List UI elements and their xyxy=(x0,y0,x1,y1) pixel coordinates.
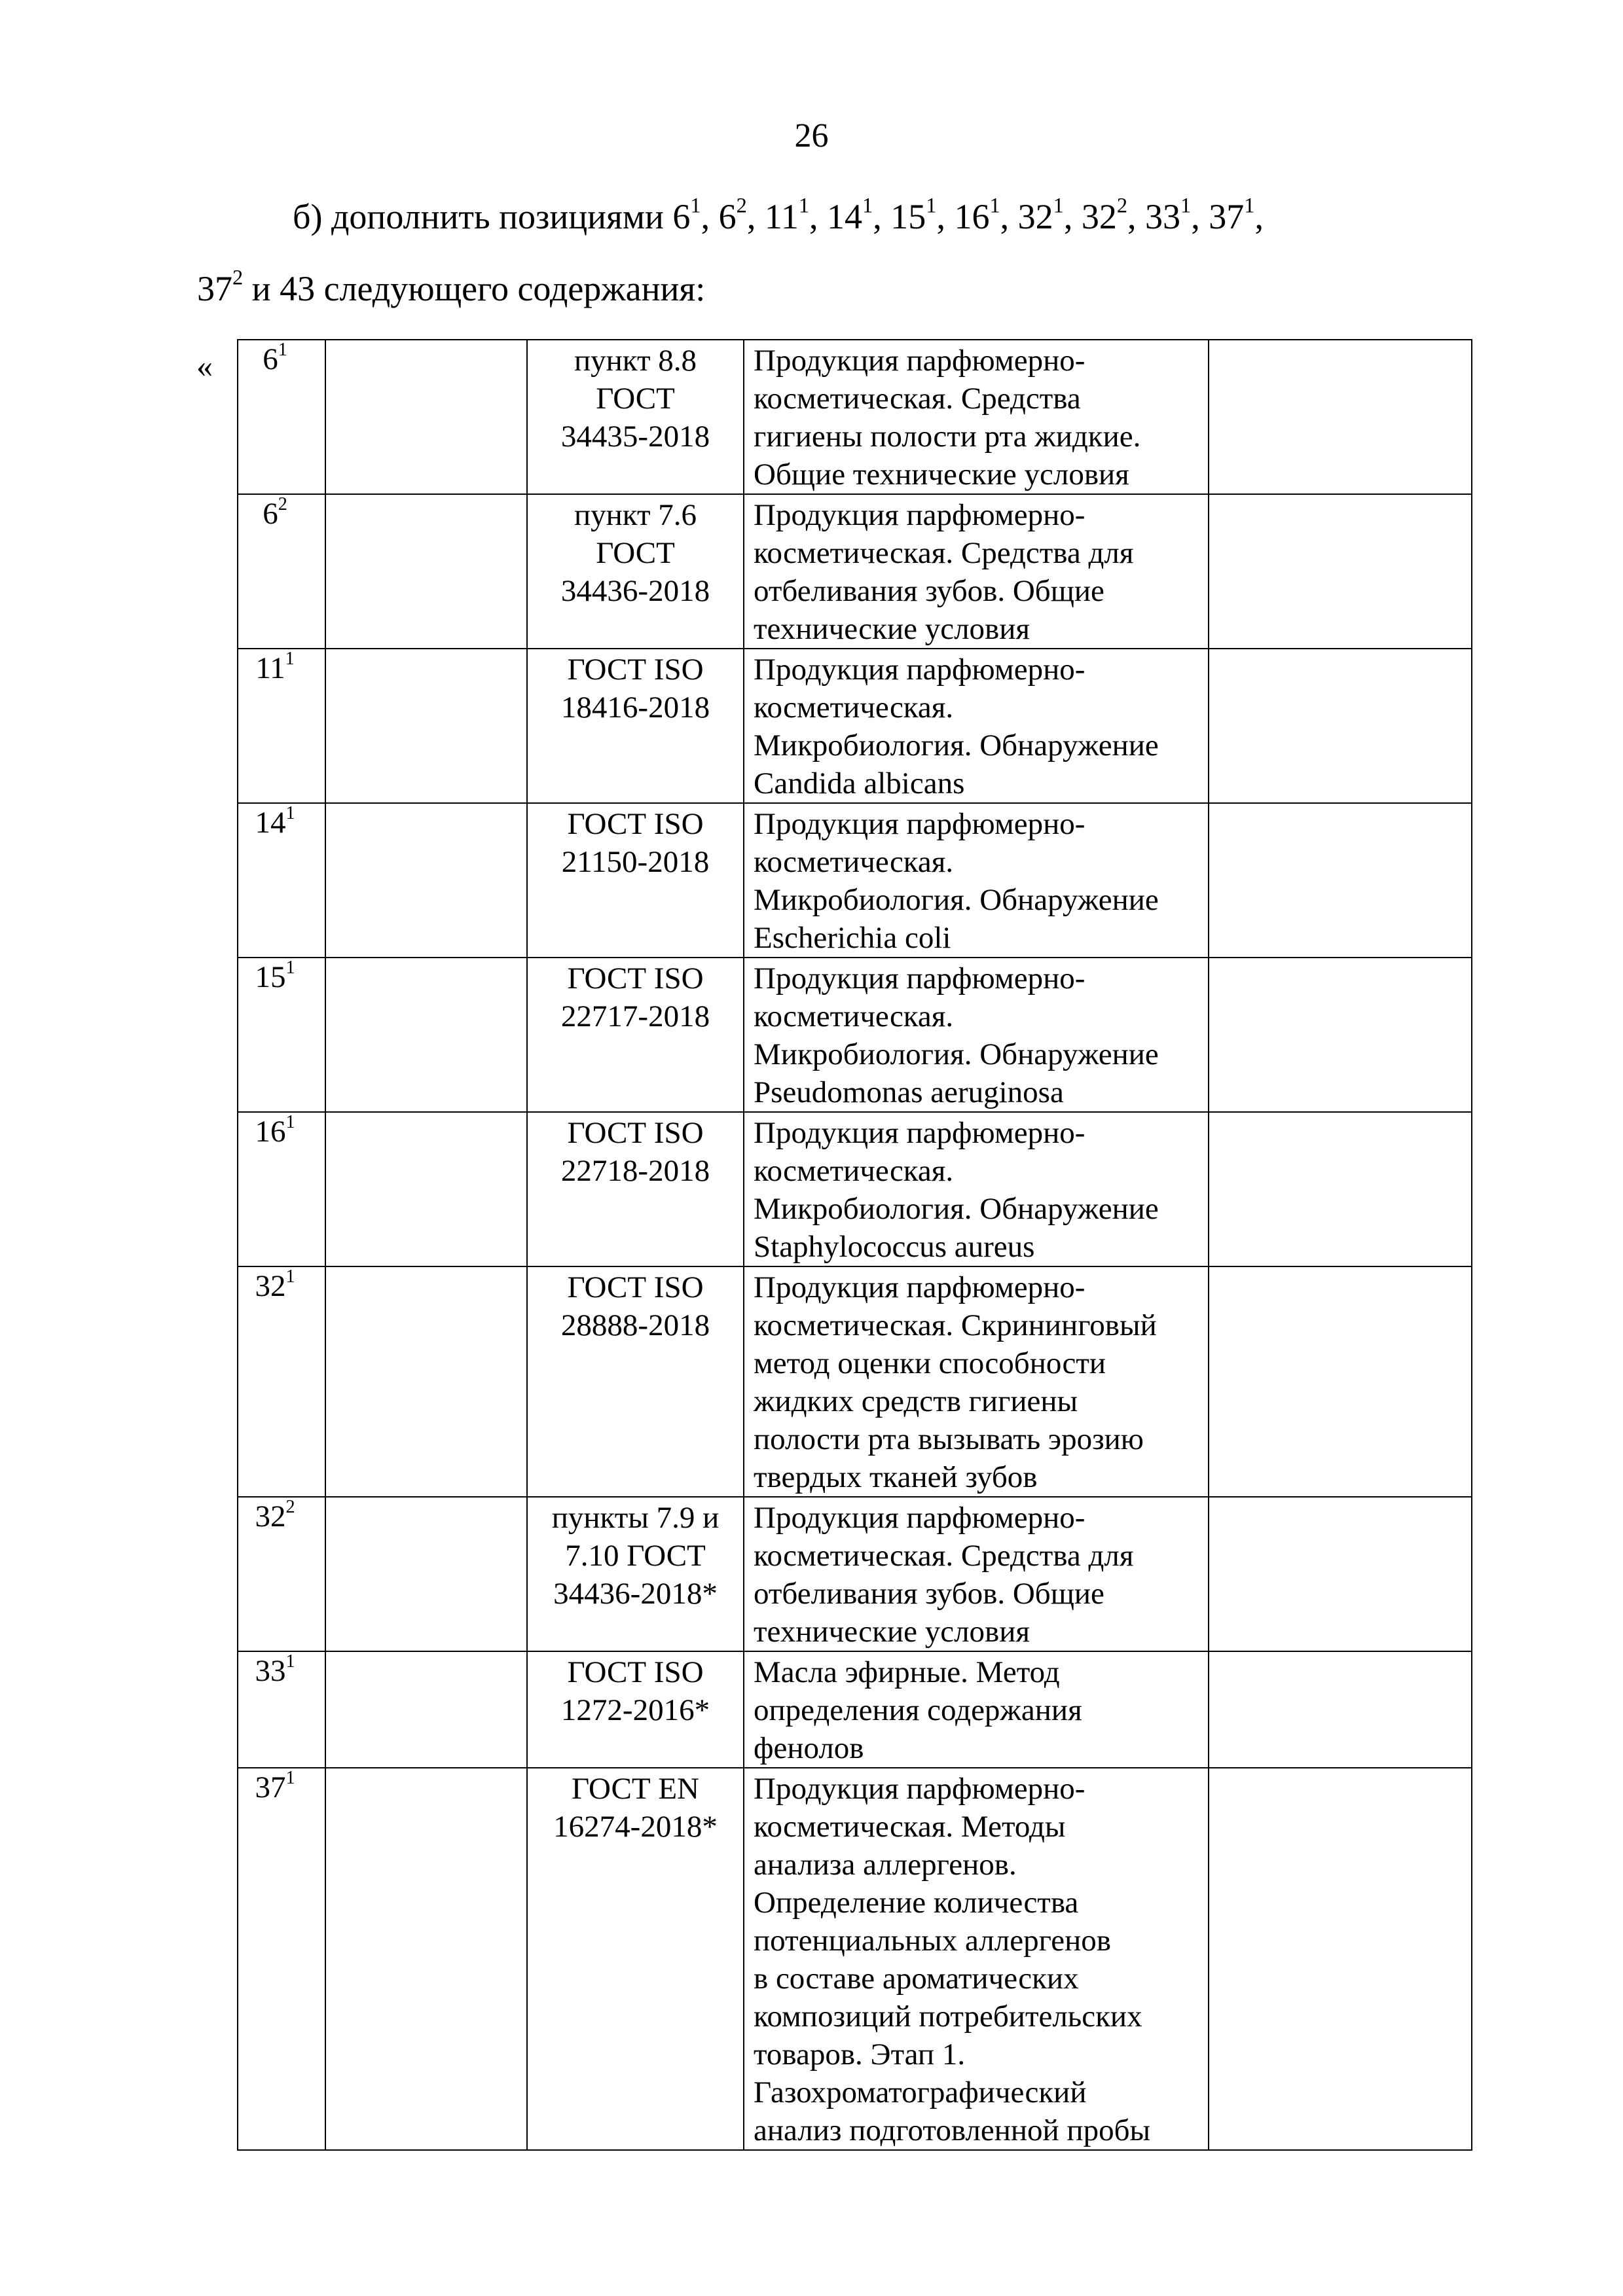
title-line: Продукция парфюмерно- xyxy=(754,1116,1085,1150)
position-number: 33 xyxy=(1145,197,1181,236)
title-cell xyxy=(744,1266,1209,1497)
empty-cell xyxy=(325,649,527,803)
title-line: Масла эфирные. Метод xyxy=(754,1655,1060,1689)
empty-cell xyxy=(1209,1651,1472,1768)
position-superscript: 1 xyxy=(285,1767,295,1788)
table-row xyxy=(238,494,1472,649)
position-number: 6 xyxy=(718,197,737,236)
position-number: 6 xyxy=(263,497,278,531)
title-cell xyxy=(744,1651,1209,1768)
position-cell xyxy=(238,1112,325,1266)
standard-line: ГОСТ ISO xyxy=(567,653,704,687)
empty-cell xyxy=(1209,649,1472,803)
position-cell xyxy=(238,1768,325,2150)
title-line: Общие технические условия xyxy=(754,457,1129,492)
title-line: Продукция парфюмерно- xyxy=(754,1772,1085,1806)
position-number: 32 xyxy=(255,1269,286,1303)
title-line: косметическая. Скрининговый xyxy=(754,1308,1157,1342)
position-number: 11 xyxy=(764,197,799,236)
title-line: Продукция парфюмерно- xyxy=(754,653,1085,687)
empty-cell xyxy=(325,1768,527,2150)
title-line: фенолов xyxy=(754,1731,864,1765)
position-superscript: 1 xyxy=(285,648,295,669)
position-number: 37 xyxy=(197,269,232,308)
empty-cell xyxy=(1209,1266,1472,1497)
title-line: Микробиология. Обнаружение xyxy=(754,883,1159,917)
standard-line: 22718-2018 xyxy=(560,1154,710,1188)
position-superscript: 1 xyxy=(1180,194,1192,218)
position-superscript: 1 xyxy=(798,194,810,218)
title-line: полости рта вызывать эрозию xyxy=(754,1422,1144,1456)
empty-cell xyxy=(325,1497,527,1651)
empty-cell xyxy=(325,1112,527,1266)
standard-line: ГОСТ ISO xyxy=(567,1655,704,1689)
empty-cell xyxy=(1209,340,1472,494)
standard-line: 34435-2018 xyxy=(560,420,710,454)
table-row xyxy=(238,1497,1472,1651)
intro-rest: и 43 следующего содержания: xyxy=(243,269,706,308)
standard-cell xyxy=(527,1266,744,1497)
empty-cell xyxy=(1209,1768,1472,2150)
position-cell xyxy=(238,649,325,803)
standard-cell xyxy=(527,494,744,649)
empty-cell xyxy=(325,1266,527,1497)
standard-line: 22717-2018 xyxy=(560,999,710,1033)
position-superscript: 1 xyxy=(285,1266,295,1287)
title-line: Продукция парфюмерно- xyxy=(754,1501,1085,1535)
standard-cell xyxy=(527,803,744,958)
standard-line: ГОСТ EN xyxy=(572,1772,699,1806)
title-cell xyxy=(744,494,1209,649)
position-number: 14 xyxy=(827,197,863,236)
position-cell xyxy=(238,958,325,1112)
standard-line: ГОСТ xyxy=(596,536,675,570)
position-superscript: 1 xyxy=(285,1651,295,1672)
position-superscript: 1 xyxy=(1244,194,1255,218)
position-cell xyxy=(238,494,325,649)
standard-line: ГОСТ xyxy=(596,382,675,416)
title-line: косметическая. xyxy=(754,691,954,725)
standard-line: ГОСТ ISO xyxy=(567,1270,704,1304)
title-line: косметическая. Средства xyxy=(754,382,1081,416)
table-row xyxy=(238,1768,1472,2150)
position-superscript: 2 xyxy=(736,194,747,218)
empty-cell xyxy=(325,494,527,649)
position-superscript: 1 xyxy=(926,194,937,218)
position-number: 37 xyxy=(255,1770,286,1804)
title-cell xyxy=(744,958,1209,1112)
standard-line: ГОСТ ISO xyxy=(567,961,704,996)
position-superscript: 1 xyxy=(278,339,287,360)
title-line: косметическая. Средства для xyxy=(754,536,1134,570)
standard-line: 34436-2018* xyxy=(553,1577,718,1611)
position-superscript: 2 xyxy=(278,493,287,514)
position-number: 16 xyxy=(255,1115,286,1149)
position-cell xyxy=(238,1497,325,1651)
position-cell xyxy=(238,803,325,958)
table-row xyxy=(238,1651,1472,1768)
title-cell xyxy=(744,1112,1209,1266)
position-superscript: 2 xyxy=(285,1496,295,1517)
title-line: Продукция парфюмерно- xyxy=(754,498,1085,532)
title-cell xyxy=(744,1497,1209,1651)
position-number: 32 xyxy=(255,1499,286,1534)
empty-cell xyxy=(1209,1497,1472,1651)
title-line: Продукция парфюмерно- xyxy=(754,344,1085,378)
intro-line-1 xyxy=(293,196,1264,237)
title-line: товаров. Этап 1. xyxy=(754,2037,966,2072)
standard-line: 1272-2016* xyxy=(560,1693,710,1727)
title-line: отбеливания зубов. Общие xyxy=(754,1577,1104,1611)
title-cell xyxy=(744,1768,1209,2150)
title-line: Escherichia coli xyxy=(754,921,951,955)
empty-cell xyxy=(325,958,527,1112)
standard-line: 18416-2018 xyxy=(560,691,710,725)
title-cell xyxy=(744,803,1209,958)
position-number: 6 xyxy=(672,197,691,236)
empty-cell xyxy=(325,340,527,494)
table-row xyxy=(238,340,1472,494)
position-number: 32 xyxy=(1017,197,1053,236)
title-line: определения содержания xyxy=(754,1693,1082,1727)
intro-prefix: б) дополнить позициями xyxy=(293,197,664,236)
position-superscript: 2 xyxy=(232,266,244,290)
title-line: твердых тканей зубов xyxy=(754,1460,1038,1494)
standard-cell xyxy=(527,1651,744,1768)
position-cell xyxy=(238,1651,325,1768)
title-line: метод оценки способности xyxy=(754,1346,1106,1380)
title-line: косметическая. xyxy=(754,845,954,879)
title-line: в составе ароматических xyxy=(754,1962,1079,1996)
position-number: 15 xyxy=(255,960,286,994)
table-row xyxy=(238,958,1472,1112)
position-superscript: 1 xyxy=(285,957,295,978)
standard-line: 21150-2018 xyxy=(561,845,710,879)
title-line: Микробиология. Обнаружение xyxy=(754,1037,1159,1071)
empty-cell xyxy=(325,1651,527,1768)
standard-line: пункт 7.6 xyxy=(574,498,697,532)
table-row xyxy=(238,803,1472,958)
title-line: композиций потребительских xyxy=(754,2000,1142,2034)
title-line: гигиены полости рта жидкие. xyxy=(754,420,1141,454)
title-line: Определение количества xyxy=(754,1886,1079,1920)
empty-cell xyxy=(1209,494,1472,649)
position-superscript: 1 xyxy=(862,194,873,218)
title-line: Продукция парфюмерно- xyxy=(754,807,1085,841)
position-superscript: 1 xyxy=(285,802,295,823)
title-line: Staphylococcus aureus xyxy=(754,1230,1035,1264)
standard-cell xyxy=(527,340,744,494)
title-line: косметическая. Методы xyxy=(754,1810,1066,1844)
position-number: 11 xyxy=(255,651,285,685)
position-number: 6 xyxy=(263,342,278,376)
title-line: Продукция парфюмерно- xyxy=(754,961,1085,996)
empty-cell xyxy=(1209,958,1472,1112)
position-number: 33 xyxy=(255,1654,286,1688)
page-number: 26 xyxy=(794,117,829,154)
title-line: технические условия xyxy=(754,1615,1030,1649)
standard-cell xyxy=(527,1112,744,1266)
title-line: анализа аллергенов. xyxy=(754,1848,1017,1882)
intro-line-2 xyxy=(197,268,705,309)
empty-cell xyxy=(1209,1112,1472,1266)
position-number: 14 xyxy=(255,806,286,840)
position-cell xyxy=(238,340,325,494)
empty-cell xyxy=(325,803,527,958)
title-cell xyxy=(744,340,1209,494)
standard-cell xyxy=(527,958,744,1112)
title-line: Микробиология. Обнаружение xyxy=(754,1192,1159,1226)
standard-cell xyxy=(527,1497,744,1651)
position-number: 15 xyxy=(890,197,926,236)
standard-line: 28888-2018 xyxy=(560,1308,710,1342)
standard-line: 7.10 ГОСТ xyxy=(565,1539,706,1573)
standard-line: ГОСТ ISO xyxy=(567,807,704,841)
title-line: Газохроматографический xyxy=(754,2075,1087,2109)
standard-line: 34436-2018 xyxy=(560,574,710,608)
position-number: 16 xyxy=(954,197,990,236)
position-number: 32 xyxy=(1081,197,1117,236)
title-line: косметическая. xyxy=(754,999,954,1033)
positions-table xyxy=(237,339,1472,2151)
standard-line: 16274-2018* xyxy=(553,1810,718,1844)
empty-cell xyxy=(1209,803,1472,958)
position-superscript: 1 xyxy=(690,194,701,218)
title-line: жидких средств гигиены xyxy=(754,1384,1078,1418)
position-number: 37 xyxy=(1209,197,1245,236)
title-line: косметическая. Средства для xyxy=(754,1539,1134,1573)
standard-cell xyxy=(527,1768,744,2150)
position-superscript: 2 xyxy=(1116,194,1128,218)
standard-line: ГОСТ ISO xyxy=(567,1116,704,1150)
table-row xyxy=(238,649,1472,803)
positions-list: $6^1$, $6^2$, $11^1$, $14^1$, $15^1$, $16^1$, $32^1$, $32^2$, $33^1$, $37^1$, xyxy=(672,194,1264,236)
title-line: технические условия xyxy=(754,612,1030,646)
title-line: отбеливания зубов. Общие xyxy=(754,574,1104,608)
title-line: анализ подготовленной пробы xyxy=(754,2113,1151,2147)
table-row xyxy=(238,1112,1472,1266)
title-cell xyxy=(744,649,1209,803)
position-superscript: 1 xyxy=(285,1111,295,1132)
table-row xyxy=(238,1266,1472,1497)
title-line: Pseudomonas aeruginosa xyxy=(754,1075,1064,1109)
title-line: Продукция парфюмерно- xyxy=(754,1270,1085,1304)
position-cell xyxy=(238,1266,325,1497)
open-quote: « xyxy=(196,348,213,384)
position-superscript: 1 xyxy=(1053,194,1064,218)
title-line: Candida albicans xyxy=(754,766,965,800)
standard-line: пункт 8.8 xyxy=(574,344,697,378)
standard-line: пункты 7.9 и xyxy=(551,1501,720,1535)
position-superscript: 1 xyxy=(989,194,1000,218)
title-line: потенциальных аллергенов xyxy=(754,1924,1111,1958)
standard-cell xyxy=(527,649,744,803)
title-line: Микробиология. Обнаружение xyxy=(754,728,1159,762)
title-line: косметическая. xyxy=(754,1154,954,1188)
